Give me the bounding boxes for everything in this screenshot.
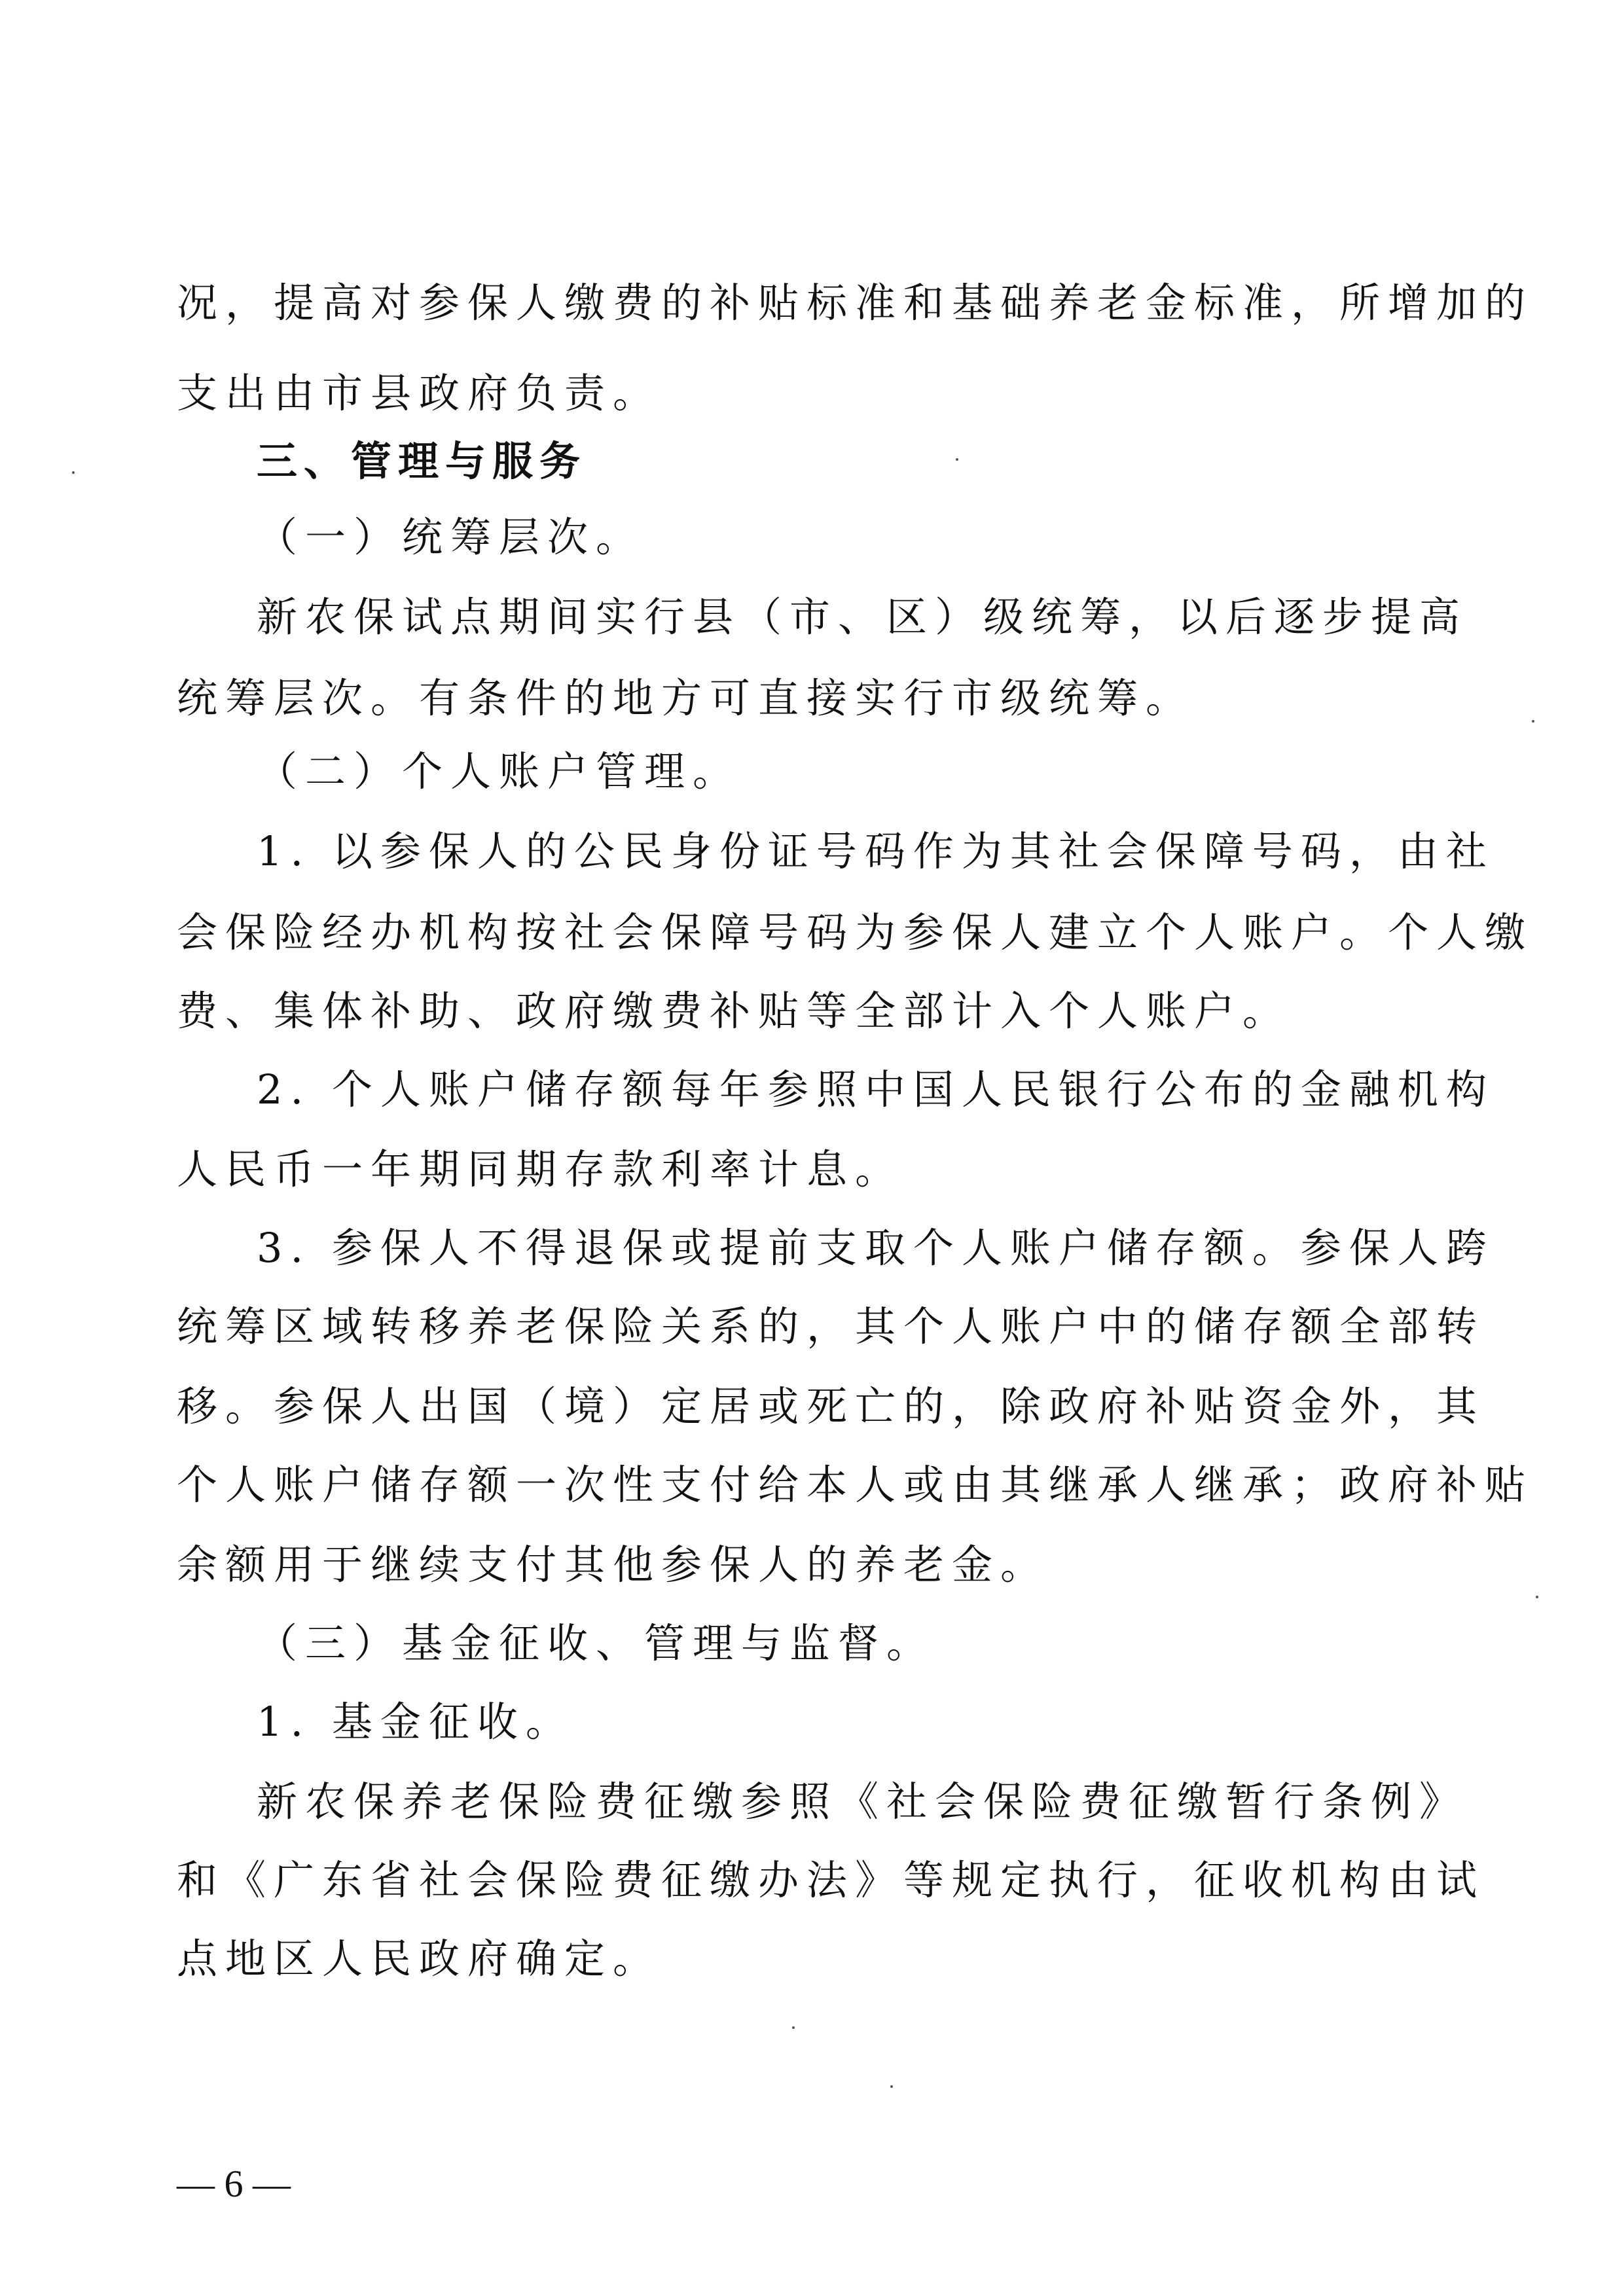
paragraph-line: 统筹层次。有条件的地方可直接实行市级统筹。 — [177, 674, 1195, 722]
paragraph-line: 点地区人民政府确定。 — [177, 1935, 662, 1982]
paragraph-line: 新农保养老保险费征缴参照《社会保险费征缴暂行条例》 — [257, 1778, 1468, 1825]
subsection-heading: （二）个人账户管理。 — [257, 747, 742, 795]
scan-speck — [890, 2085, 893, 2088]
item-heading: 1. 基金征收。 — [257, 1698, 574, 1746]
scan-speck — [72, 471, 75, 474]
paragraph-line: 会保险经办机构按社会保障号码为参保人建立个人账户。个人缴 — [177, 908, 1534, 956]
paragraph-line: 1. 以参保人的公民身份证号码作为其社会保障号码，由社 — [257, 827, 1495, 875]
paragraph-line: 况，提高对参保人缴费的补贴标准和基础养老金标准，所增加的 — [177, 279, 1534, 327]
paragraph-line: 新农保试点期间实行县（市、区）级统筹，以后逐步提高 — [257, 593, 1468, 641]
paragraph-line: 和《广东省社会保险费征缴办法》等规定执行，征收机构由试 — [177, 1856, 1485, 1904]
paragraph-line: 统筹区域转移养老保险关系的，其个人账户中的储存额全部转 — [177, 1302, 1485, 1350]
page-number: — 6 — — [177, 2162, 291, 2205]
paragraph-line: 2. 个人账户储存额每年参照中国人民银行公布的金融机构 — [257, 1066, 1495, 1113]
section-heading: 三、管理与服务 — [257, 437, 587, 485]
subsection-heading: （一）统筹层次。 — [257, 513, 645, 561]
scan-speck — [792, 2026, 795, 2029]
paragraph-line: 费、集体补助、政府缴费补贴等全部计入个人账户。 — [177, 987, 1292, 1035]
paragraph-line: 人民币一年期同期存款利率计息。 — [177, 1145, 904, 1193]
paragraph-line: 移。参保人出国（境）定居或死亡的，除政府补贴资金外，其 — [177, 1382, 1485, 1430]
paragraph-line: 3. 参保人不得退保或提前支取个人账户储存额。参保人跨 — [257, 1224, 1495, 1272]
paragraph-line: 支出由市县政府负责。 — [177, 369, 662, 417]
scan-speck — [1532, 720, 1534, 723]
paragraph-line: 个人账户储存额一次性支付给本人或由其继承人继承；政府补贴 — [177, 1461, 1534, 1509]
paragraph-line: 余额用于继续支付其他参保人的养老金。 — [177, 1541, 1049, 1588]
scan-speck — [956, 458, 958, 461]
subsection-heading: （三）基金征收、管理与监督。 — [257, 1619, 935, 1667]
scan-speck — [1536, 1596, 1538, 1598]
